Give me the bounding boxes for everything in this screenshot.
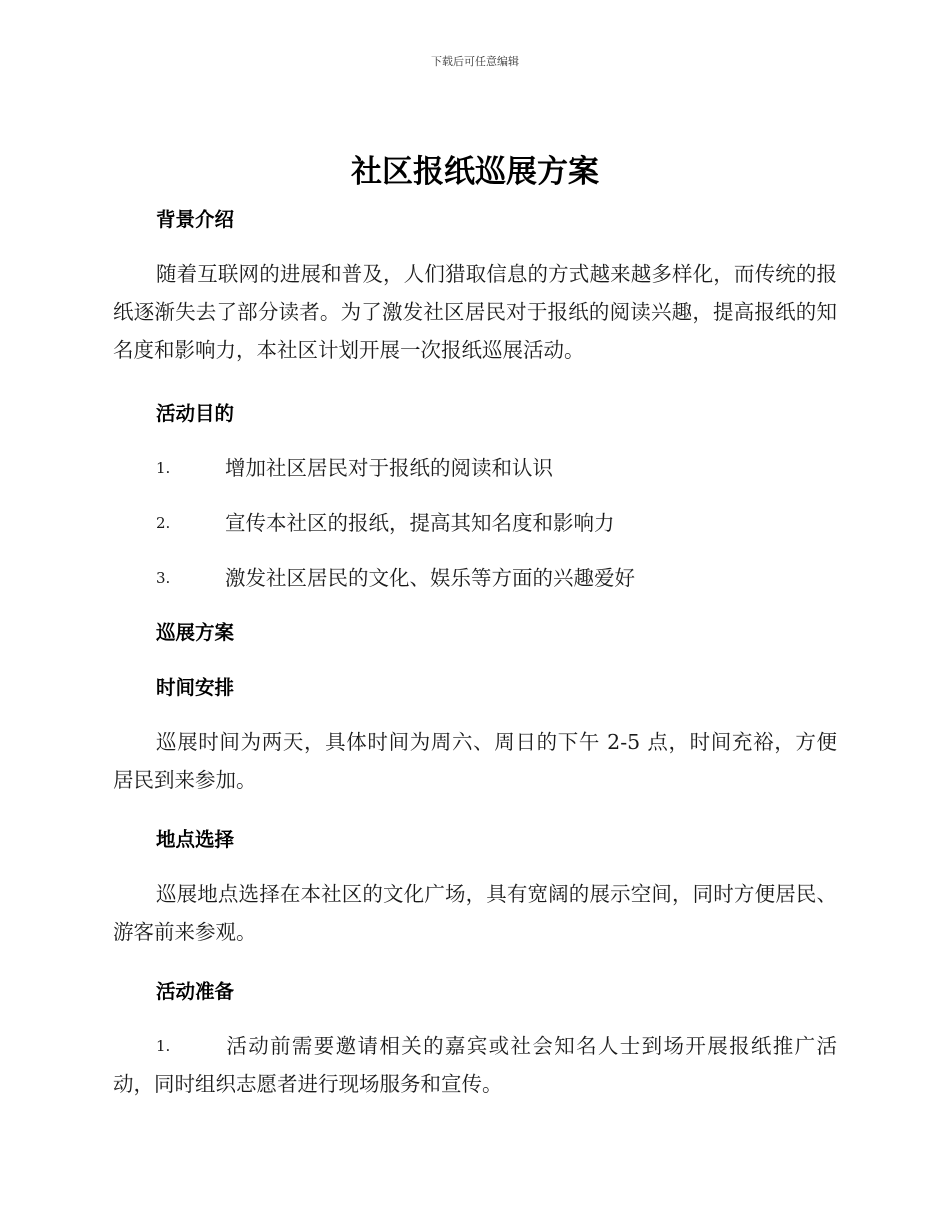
list-text: 激发社区居民的文化、娱乐等方面的兴趣爱好 bbox=[225, 566, 635, 590]
list-number: 1. bbox=[156, 459, 171, 477]
list-item bbox=[156, 508, 615, 538]
heading-location: 地点选择 bbox=[156, 828, 235, 851]
list-text: 活动前需要邀请相关的嘉宾或社会知名人士到场开展报纸推广活动，同时组织志愿者进行现场服务和宣传。 bbox=[113, 1034, 837, 1096]
heading-plan: 巡展方案 bbox=[156, 621, 235, 644]
list-text: 增加社区居民对于报纸的阅读和认识 bbox=[225, 456, 553, 480]
page-header-note: 下载后可任意编辑 bbox=[431, 55, 519, 68]
list-number: 1. bbox=[156, 1037, 171, 1055]
list-number: 2. bbox=[156, 514, 171, 532]
paragraph-location: 巡展地点选择在本社区的文化广场，具有宽阔的展示空间，同时方便居民、游客前来参观。 bbox=[113, 882, 837, 944]
heading-purpose: 活动目的 bbox=[156, 402, 235, 425]
list-item bbox=[156, 563, 635, 593]
list-item bbox=[113, 1027, 837, 1103]
heading-preparation: 活动准备 bbox=[156, 980, 235, 1003]
heading-background: 背景介绍 bbox=[156, 208, 235, 231]
paragraph-background: 随着互联网的进展和普及，人们猎取信息的方式越来越多样化，而传统的报纸逐渐失去了部分读者。为了激发社区居民对于报纸的阅读兴趣，提高报纸的知名度和影响力，本社区计划开展一次报纸巡展活动。 bbox=[113, 262, 837, 362]
list-number: 3. bbox=[156, 569, 171, 587]
list-text: 宣传本社区的报纸，提高其知名度和影响力 bbox=[225, 511, 615, 535]
paragraph-schedule: 巡展时间为两天，具体时间为周六、周日的下午 2-5 点，时间充裕，方便居民到来参加。 bbox=[113, 730, 837, 792]
document-title: 社区报纸巡展方案 bbox=[351, 154, 599, 190]
heading-schedule: 时间安排 bbox=[156, 676, 235, 699]
list-item bbox=[156, 453, 553, 483]
